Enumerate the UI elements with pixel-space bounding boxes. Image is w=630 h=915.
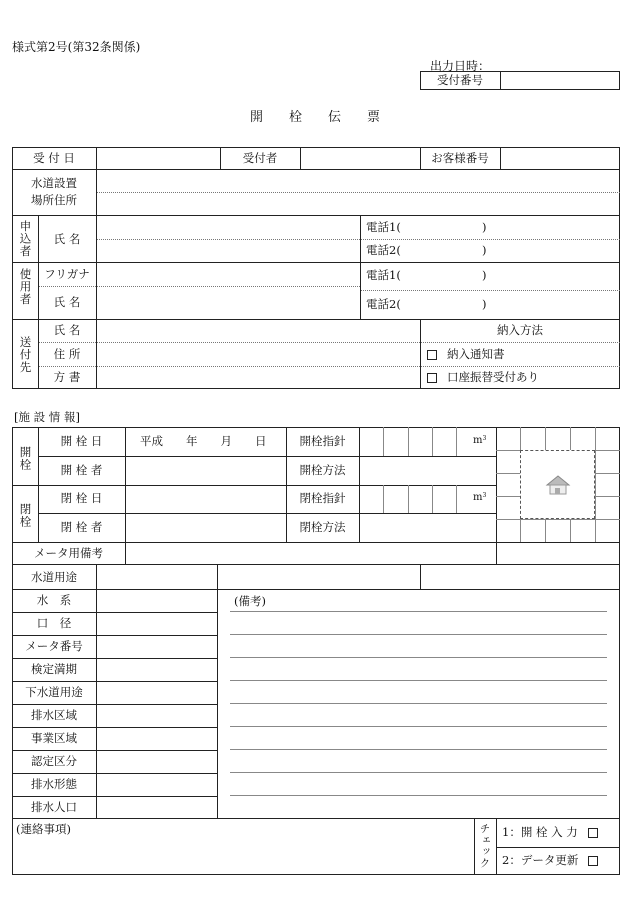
detail-label-meter-number: メータ番号	[25, 639, 83, 653]
checkbox-icon	[427, 373, 437, 383]
page-title: 開 栓 伝 票	[249, 110, 380, 125]
option-transfer-checkbox[interactable]: 口座振替受付あり	[427, 372, 539, 384]
open-person-field[interactable]	[126, 457, 285, 484]
water-address-field[interactable]	[97, 170, 619, 214]
reception-date-label: 受 付 日	[33, 151, 75, 165]
close-person-field[interactable]	[126, 514, 285, 541]
close-unit: $m^3$	[473, 492, 487, 503]
open-date-label: 開 栓 日	[60, 434, 103, 448]
user-furigana-label: フリガナ	[44, 267, 90, 281]
applicant-name-label: 氏 名	[53, 232, 81, 246]
checkbox-icon	[427, 350, 437, 360]
details-value-fields[interactable]	[97, 566, 216, 818]
close-date-field[interactable]	[126, 486, 285, 512]
open-group-label: 開栓	[18, 446, 33, 471]
detail-label-drainage-population: 排水人口	[31, 800, 77, 814]
option-notice-checkbox[interactable]: 納入通知書	[427, 349, 505, 361]
house-icon	[545, 474, 571, 496]
detail-label-business-area: 事業区域	[31, 731, 77, 745]
open-unit: $m^3$	[473, 435, 487, 446]
close-method-label: 閉栓方法	[299, 520, 346, 534]
output-datetime-label: 出力日時：	[430, 59, 491, 73]
detail-label-sewer-use: 下水道用途	[25, 685, 83, 699]
meter-notes-label: メータ用備考	[34, 546, 103, 560]
close-group-label: 閉栓	[18, 503, 33, 528]
open-method-field[interactable]	[360, 457, 495, 484]
checkbox-icon	[588, 856, 598, 866]
remarks-field[interactable]	[218, 590, 619, 818]
user-group-label: 使用者	[18, 268, 33, 306]
detail-label-certification: 認定区分	[31, 754, 77, 768]
applicant-phone1-label: 電話1(	[366, 220, 401, 234]
applicant-name-field[interactable]	[97, 216, 359, 261]
check-open-input[interactable]: 1：開 栓 入 力	[502, 827, 598, 839]
open-reading-label: 開栓指針	[299, 434, 346, 448]
detail-label-diameter: 口 径	[36, 616, 72, 630]
send-to-attention-label: 方 書	[53, 370, 81, 384]
open-method-label: 開栓方法	[299, 463, 346, 477]
contact-label: (連絡事項)	[16, 822, 71, 836]
applicant-group-label: 申込者	[18, 220, 33, 258]
reception-date-field[interactable]	[97, 148, 219, 168]
detail-label-inspection-expiry: 検定満期	[31, 662, 77, 676]
close-date-label: 閉 栓 日	[60, 491, 103, 505]
detail-label-water-use: 水道用途	[31, 570, 77, 584]
check-label: チェック	[478, 823, 491, 869]
close-reading-label: 閉栓指針	[299, 491, 346, 505]
form-number: 様式第2号(第32条関係)	[12, 40, 141, 54]
user-phone2-label: 電話2(	[366, 297, 401, 311]
check-data-update[interactable]: 2：データ更新	[502, 855, 598, 867]
receiver-field[interactable]	[301, 148, 419, 168]
send-to-address-label: 住 所	[53, 347, 81, 361]
contact-field[interactable]	[13, 838, 473, 874]
open-person-label: 開 栓 者	[60, 463, 103, 477]
facility-section-label: [施 設 情 報]	[14, 410, 80, 424]
user-phone1-label: 電話1(	[366, 268, 401, 282]
user-name-label: 氏 名	[53, 295, 81, 309]
send-to-group-label: 送付先	[18, 336, 33, 374]
payment-method-label: 納入方法	[497, 323, 543, 337]
checkbox-icon	[588, 828, 598, 838]
close-method-field[interactable]	[360, 514, 495, 541]
remarks-label: (備考)	[234, 594, 266, 608]
user-name-field[interactable]	[97, 263, 359, 318]
customer-number-label: お客様番号	[431, 151, 489, 165]
applicant-phone2-label: 電話2(	[366, 243, 401, 257]
send-to-name-label: 氏 名	[53, 323, 81, 337]
reception-number-label: 受付番号	[437, 73, 483, 87]
customer-number-field[interactable]	[501, 148, 619, 168]
send-to-fields[interactable]	[97, 320, 419, 388]
close-person-label: 閉 栓 者	[60, 520, 103, 534]
reception-number-field[interactable]	[501, 72, 619, 89]
water-address-label-1: 水道設置	[31, 176, 77, 190]
water-address-label-2: 場所住所	[31, 193, 77, 207]
detail-label-drainage-form: 排水形態	[31, 777, 77, 791]
receiver-label: 受付者	[242, 151, 278, 165]
detail-label-drainage-area: 排水区域	[31, 708, 77, 722]
open-date-value[interactable]: 平成 年 月 日	[140, 434, 267, 448]
meter-notes-field[interactable]	[126, 543, 495, 564]
detail-label-water-system: 水 系	[36, 593, 72, 607]
